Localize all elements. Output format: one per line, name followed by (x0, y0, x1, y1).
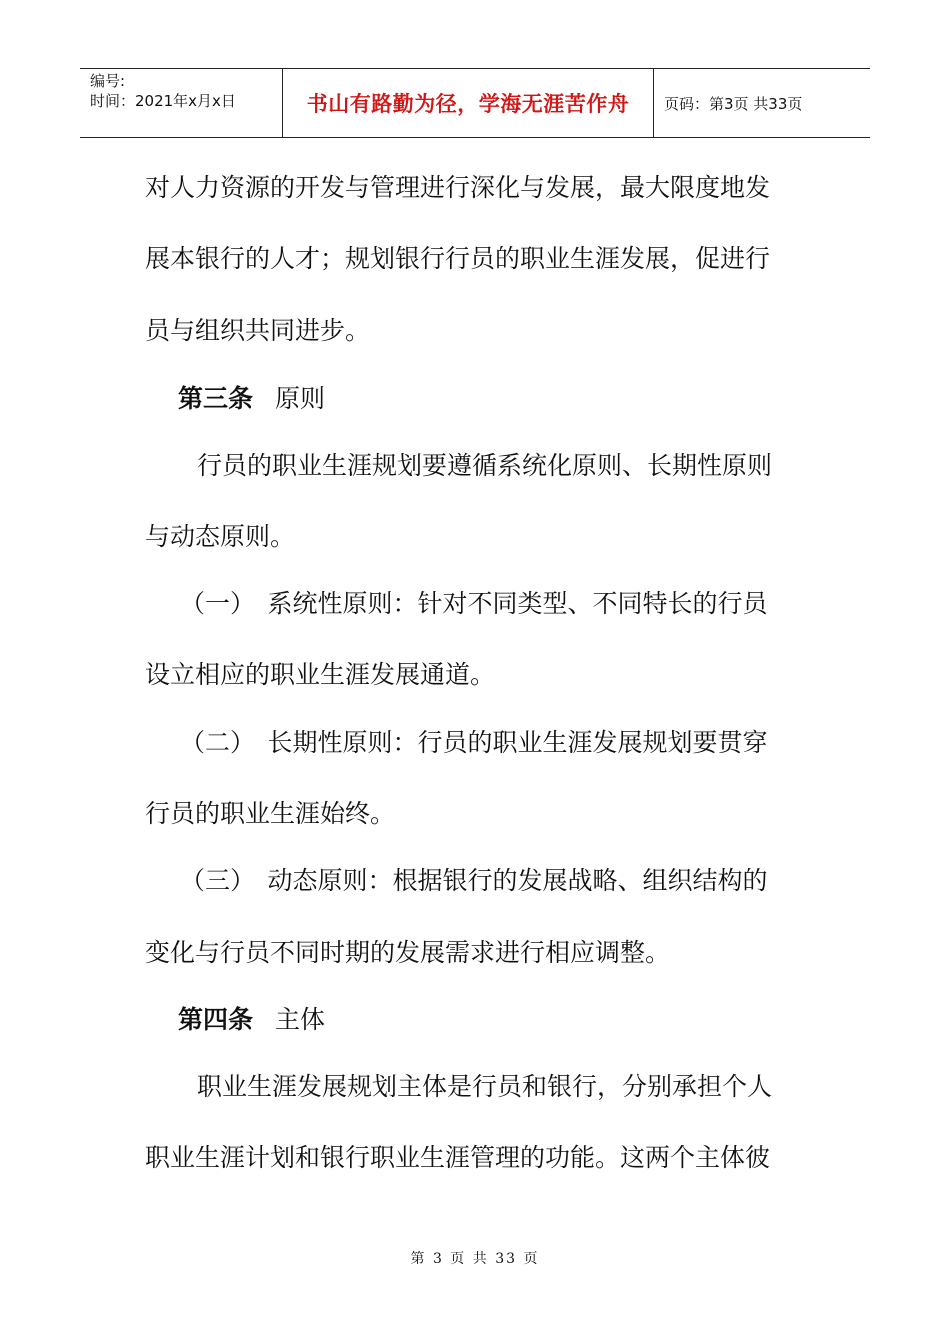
article-title: 原则 (275, 384, 326, 413)
header-motto: 书山有路勤为径，学海无涯苦作舟 (283, 69, 654, 137)
header-page-info: 页码：第3页 共33页 (664, 94, 803, 113)
list-item: （一） 系统性原则：针对不同类型、不同特长的行员 (180, 589, 768, 618)
article-number: 第四条 (178, 1005, 254, 1034)
paragraph-line: 职业生涯计划和银行职业生涯管理的功能。这两个主体彼 (145, 1143, 771, 1172)
time-label: 时间：2021年x月x日 (90, 92, 236, 110)
list-item: （二） 长期性原则：行员的职业生涯发展规划要贯穿 (180, 728, 768, 757)
paragraph-line: 行员的职业生涯始终。 (145, 799, 396, 828)
paragraph-line: 变化与行员不同时期的发展需求进行相应调整。 (145, 938, 671, 967)
paragraph-line: 对人力资源的开发与管理进行深化与发展，最大限度地发 (145, 173, 771, 202)
paragraph-line: 行员的职业生涯规划要遵循系统化原则、长期性原则 (197, 451, 773, 480)
header-table (80, 68, 870, 138)
article-4-heading (178, 1007, 325, 1032)
paragraph-line: 展本银行的人才；规划银行行员的职业生涯发展，促进行 (145, 244, 771, 273)
paragraph-line: 设立相应的职业生涯发展通道。 (145, 660, 496, 689)
paragraph-line: 职业生涯发展规划主体是行员和银行，分别承担个人 (197, 1072, 773, 1101)
list-item: （三） 动态原则：根据银行的发展战略、组织结构的 (180, 866, 768, 895)
page-footer: 第 3 页 共 33 页 (410, 1251, 540, 1267)
header-meta (80, 69, 283, 137)
article-number: 第三条 (178, 384, 254, 413)
article-title: 主体 (275, 1005, 326, 1034)
paragraph-line: 与动态原则。 (145, 522, 296, 551)
paragraph-line: 员与组织共同进步。 (145, 316, 371, 345)
article-3-heading (178, 386, 325, 411)
number-label: 编号: (90, 72, 126, 90)
